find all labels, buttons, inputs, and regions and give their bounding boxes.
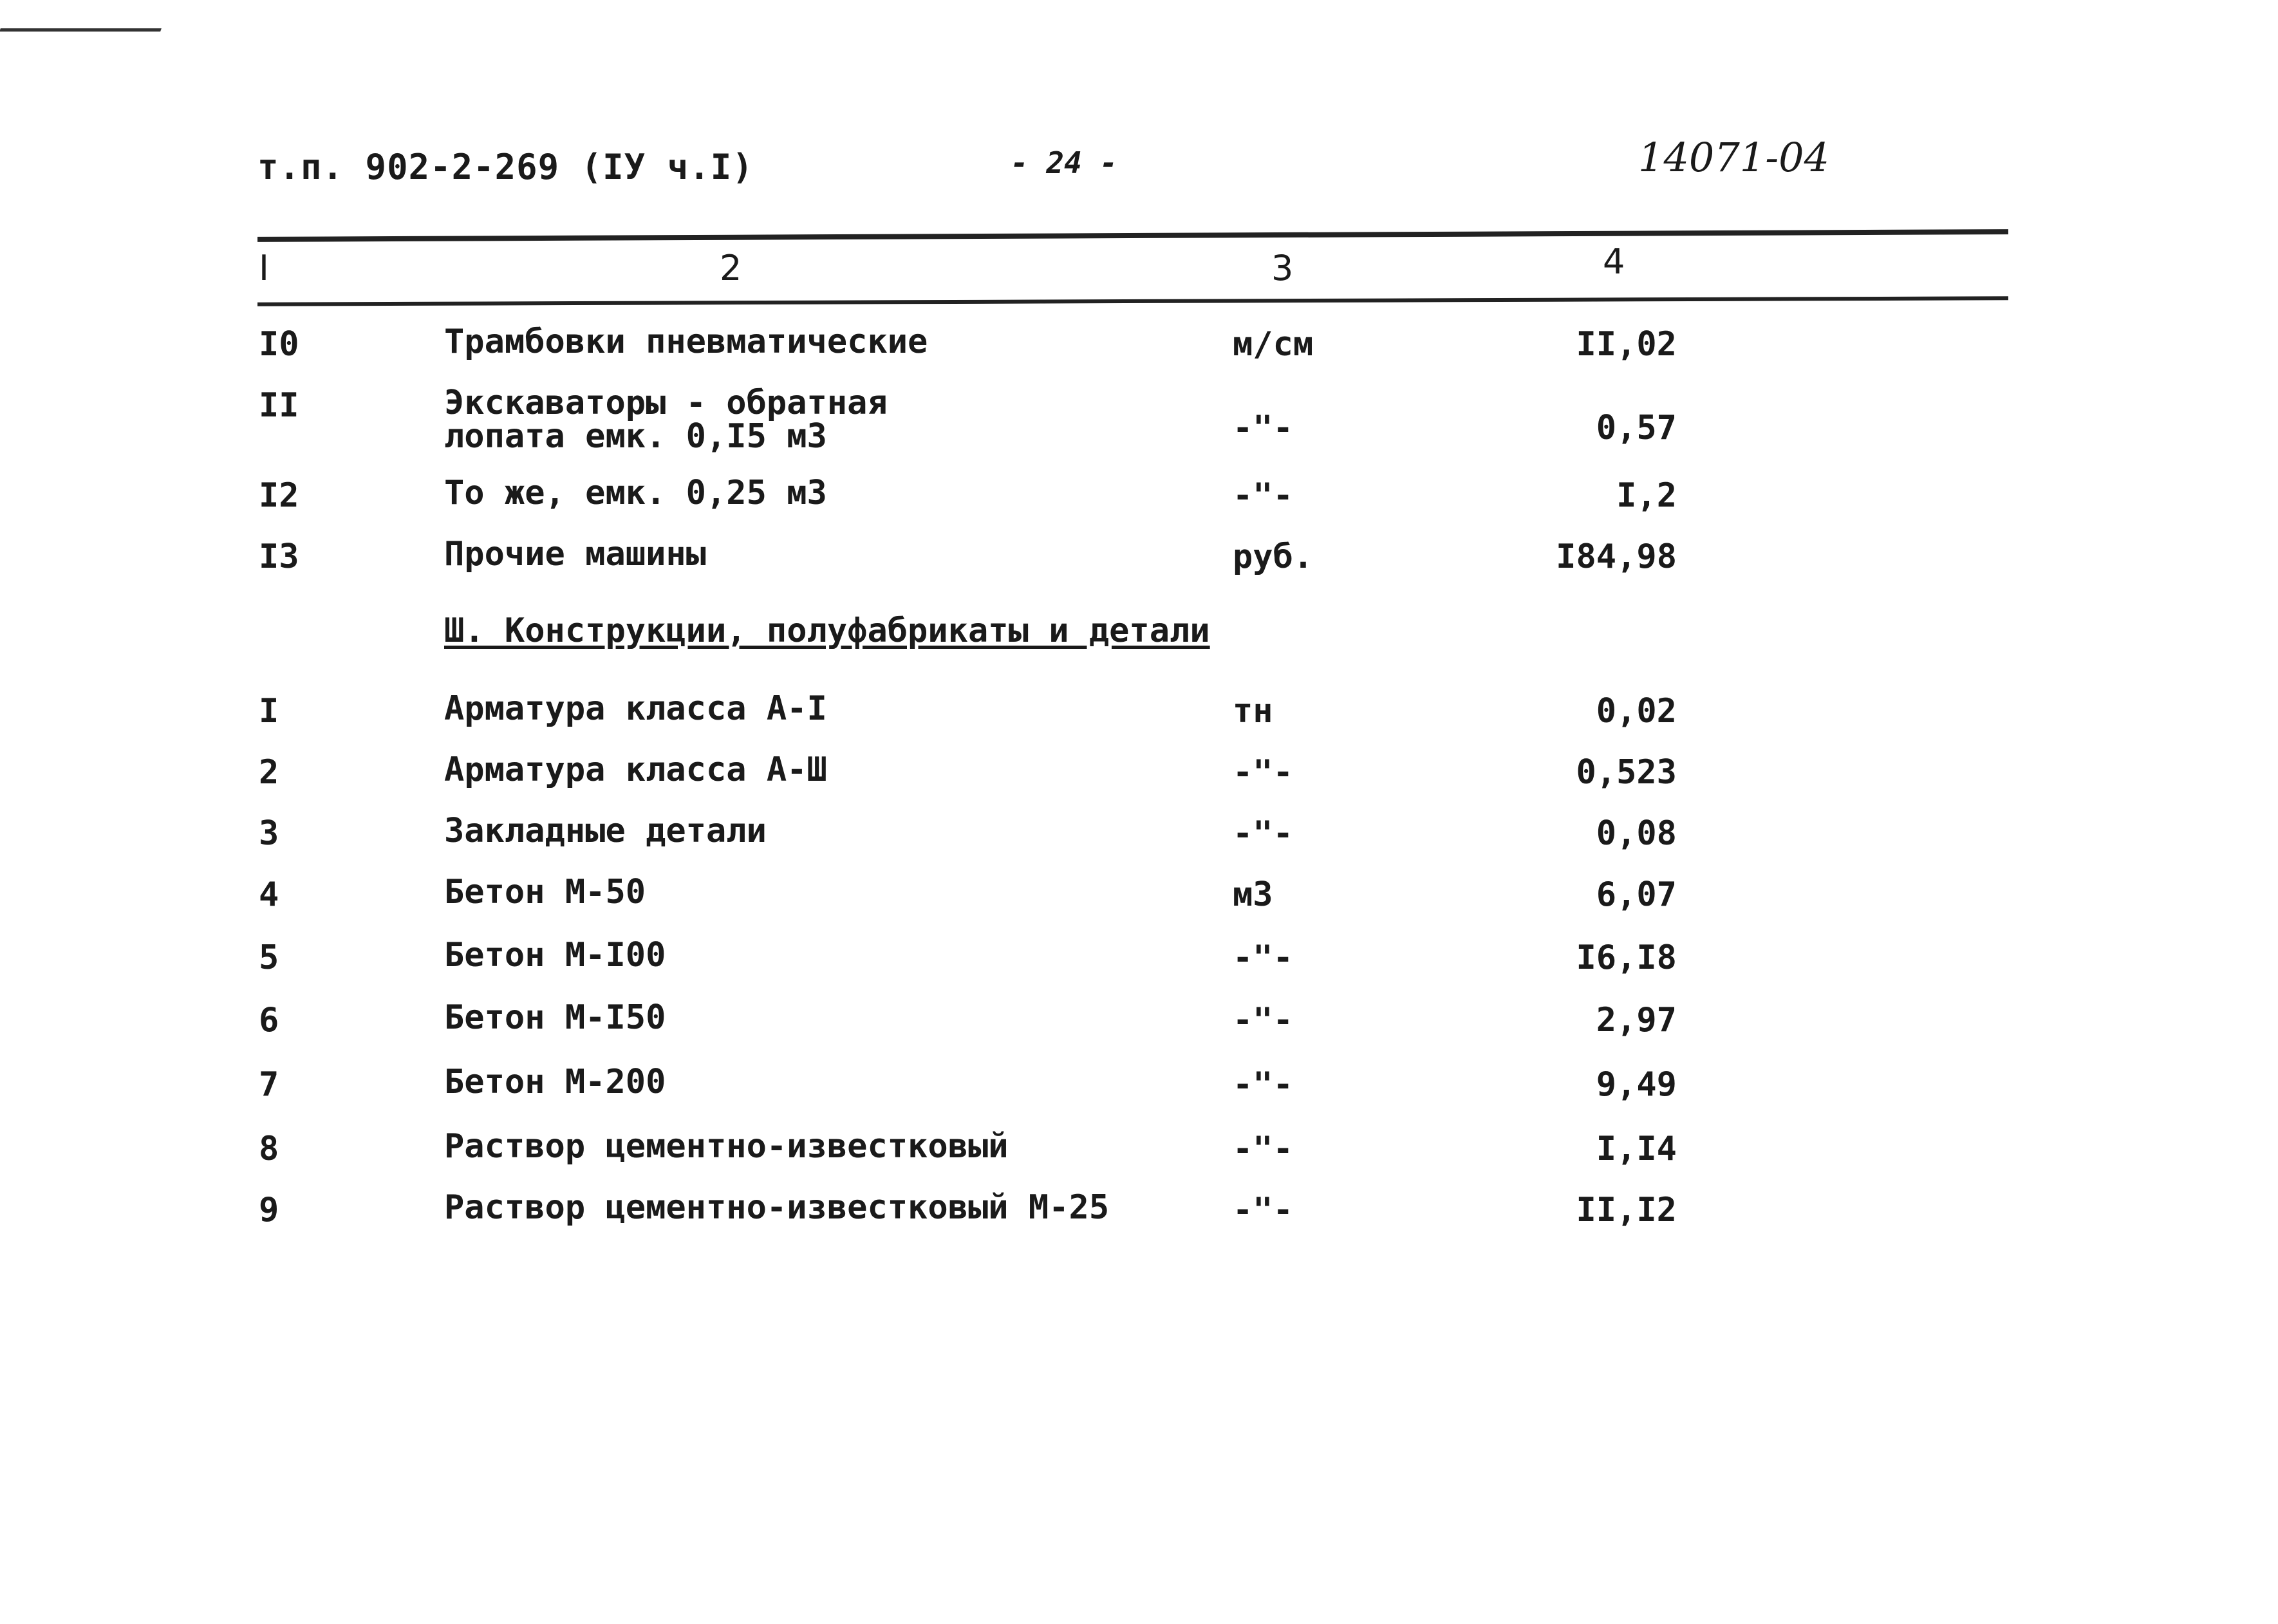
row-name: Закладные детали	[444, 812, 767, 850]
row-value: II,02	[1576, 325, 1677, 364]
row-value: II,I2	[1576, 1191, 1677, 1229]
row-unit: -"-	[1233, 753, 1293, 792]
row-name: Трамбовки пневматические	[444, 322, 928, 361]
row-unit: м3	[1233, 875, 1273, 914]
row-name: Бетон М-200	[444, 1063, 666, 1101]
column-header-4: 4	[1603, 241, 1625, 282]
inventory-number: 14071-04	[1638, 134, 1830, 181]
row-unit: -"-	[1233, 1130, 1293, 1168]
section-title: Ш. Конструкции, полуфабрикаты и детали	[444, 611, 1210, 650]
row-number: 3	[259, 814, 279, 853]
row-unit: -"-	[1233, 1065, 1293, 1104]
row-value: 2,97	[1596, 1001, 1677, 1040]
row-name: Экскаваторы - обратная лопата емк. 0,I5 м3	[444, 384, 888, 456]
scan-mark	[0, 28, 162, 32]
row-value: 9,49	[1596, 1065, 1677, 1104]
row-name: Арматура класса А-I	[444, 689, 827, 728]
row-number: 8	[259, 1130, 279, 1168]
row-name: Бетон М-I00	[444, 936, 666, 975]
row-number: 9	[259, 1191, 279, 1229]
row-value: I,I4	[1596, 1130, 1677, 1168]
row-unit: -"-	[1233, 1001, 1293, 1040]
table-header-rule	[257, 296, 2008, 306]
row-number: 2	[259, 753, 279, 792]
column-header-3: 3	[1271, 248, 1294, 288]
row-name: Прочие машины	[444, 535, 706, 574]
row-value: 0,57	[1596, 409, 1677, 447]
row-name: То же, емк. 0,25 м3	[444, 474, 827, 512]
row-number: I	[259, 692, 279, 731]
row-value: 6,07	[1596, 875, 1677, 914]
row-number: 6	[259, 1001, 279, 1040]
row-unit: -"-	[1233, 1191, 1293, 1229]
row-unit: -"-	[1233, 938, 1293, 977]
row-value: I84,98	[1556, 537, 1677, 576]
row-unit: тн	[1233, 692, 1273, 731]
row-unit: -"-	[1233, 814, 1293, 853]
page-number: - 24 -	[1011, 145, 1118, 180]
document-reference: т.п. 902-2-269 (IУ ч.I)	[257, 147, 754, 187]
row-number: I0	[259, 325, 299, 364]
row-number: 5	[259, 938, 279, 977]
table-top-rule	[257, 229, 2008, 242]
column-header-2: 2	[720, 248, 742, 288]
row-name: Бетон М-I50	[444, 998, 666, 1037]
row-unit: м/см	[1233, 325, 1314, 364]
row-name: Арматура класса А-Ш	[444, 751, 827, 789]
row-value: 0,02	[1596, 692, 1677, 731]
column-header-1: I	[259, 248, 269, 288]
row-number: 7	[259, 1065, 279, 1104]
row-number: I3	[259, 537, 299, 576]
row-unit: руб.	[1233, 537, 1314, 576]
row-value: 0,08	[1596, 814, 1677, 853]
row-name: Раствор цементно-известковый М-25	[444, 1188, 1110, 1227]
row-number: II	[259, 386, 299, 425]
row-unit: -"-	[1233, 409, 1293, 447]
row-value: I6,I8	[1576, 938, 1677, 977]
row-name: Бетон М-50	[444, 873, 646, 911]
row-number: 4	[259, 875, 279, 914]
row-number: I2	[259, 476, 299, 515]
row-value: 0,523	[1576, 753, 1677, 792]
row-unit: -"-	[1233, 476, 1293, 515]
row-name: Раствор цементно-известковый	[444, 1127, 1009, 1166]
row-value: I,2	[1616, 476, 1677, 515]
